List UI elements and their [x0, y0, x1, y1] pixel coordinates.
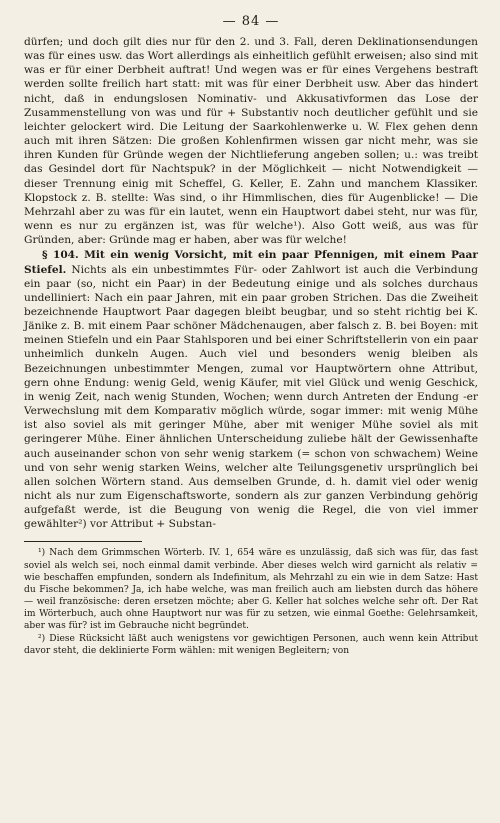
footnote-1: ¹) Nach dem Grimmschen Wörterb. IV. 1, 654 wäre es unzulässig, daß sich was für, das fast soviel als welch sei, noch einmal damit verbinde. Aber dieses welch wird garnicht als relativ = wie beschaffen empfunden, sondern als Indefinitum, als Mehrzahl zu ein wie in dem Satze: Hast du Fische bekommen? Ja, ich habe welche, was man freilich auch am liebsten durch das höhere — weil französische: deren ersetzen möchte; aber G. Keller hat solches welche sehr oft. Der Rat im Wörterbuch, auch ohne Hauptwort nur was für zu setzen, wie einmal Goethe: Gelehrsamkeit, aber was für? ist im Gebrauche nicht begründet.	[24, 548, 478, 632]
paragraph-section-104	[24, 248, 478, 531]
footnotes	[24, 547, 478, 657]
page-number: — 84 —	[222, 14, 280, 29]
section-body: Nichts als ein unbestimmtes Für- oder Zahlwort ist auch die Verbindung ein paar (so, nicht ein Paar) in der Bedeutung einige und als solches durchaus undelliniert: Nach ein paar Jahren, mit ein paar groben Strichen. Das die Zweiheit bezeichnende Hauptwort Paar dagegen bleibt beugbar, und so steht richtig bei K. Jänike z. B. mit einem Paar schöner Mädchenaugen, aber falsch z. B. bei Boyen: mit meinen Stiefeln und ein Paar Stahlsporen und bei einer Schriftstellerin von ein paar unheimlich dunkeln Augen. Auch viel und besonders wenig bleiben als Bezeichnungen unbestimmter Mengen, zumal vor Hauptwörtern ohne Attribut, gern ohne Endung: wenig Geld, wenig Käufer, mit viel Glück und wenig Geschick, in wenig Zeit, nach wenig Stunden, Wochen; wenn durch Antreten der Endung -er Verwechslung mit dem Komparativ möglich würde, sogar immer: mit wenig Mühe ist also soviel als mit geringer Mühe, aber mit weniger Mühe soviel als mit geringerer Mühe. Einer ähnlichen Unterscheidung zuliebe hält der Gewissenhafte auch auseinander schon von sehr wenig starkem (= schon von schwachem) Weine und von sehr wenig starken Weins, welcher alte Teilungsgenetiv ursprünglich bei allen solchen Wörtern stand. Aus demselben Grunde, d. h. damit viel oder wenig nicht als nur zum Eigenschaftsworte, sondern als zur ganzen Verbindung gehörig aufgefaßt werde, ist die Beugung von wenig die Regel, die von viel immer gewählter²) vor Attribut + Substan-	[24, 263, 478, 531]
paragraph-continuation: dürfen; und doch gilt dies nur für den 2. und 3. Fall, deren Deklinationsendungen was für eines usw. das Wort allerdings als einheitlich gefühlt erweisen; also sind mit was er für einer Derbheit auftrat! Und wegen was er für eines Vergehens bestraft werden sollte freilich hart statt: mit was für einer Derbheit usw. Aber das hindert nicht, daß in endungslosen Nominativ- und Akkusativformen das Lose der Zusammenstellung von was und für + Substantiv noch deutlicher gefühlt und sie leichter gelockert wird. Die Leitung der Saarkohlenwerke u. W. Flex gehen denn auch mit ihren Sätzen: Die großen Kohlenfirmen wissen gar nicht mehr, was sie ihren Kunden für Gründe wegen der Nichtlieferung angeben sollen; u.: was treibt das Gesindel dort für Nachtspuk? in der Möglichkeit — nicht Notwendigkeit — dieser Trennung einig mit Scheffel, G. Keller, E. Zahn und manchem Klassiker. Klopstock z. B. stellte: Was sind, o ihr Himmlischen, dies für Augenblicke! — Die Mehrzahl aber zu was für ein lautet, wenn ein Hauptwort dabei steht, nur was für, wenn es nur zu ergänzen ist, was für welche¹). Also Gott weiß, aus was für Gründen, aber: Gründe mag er haben, aber was für welche!	[24, 36, 479, 247]
footnote-divider	[24, 541, 142, 542]
footnote-2: ²) Diese Rücksicht läßt auch wenigstens vor gewichtigen Personen, auch wenn kein Attribut davor steht, die deklinierte Form wählen: mit wenigen Begleitern; von	[24, 634, 478, 657]
main-text	[24, 35, 478, 531]
section-heading: § 104. Mit ein wenig Vorsicht, mit ein paar Pfennigen, mit einem Paar Stiefel.	[24, 249, 478, 276]
